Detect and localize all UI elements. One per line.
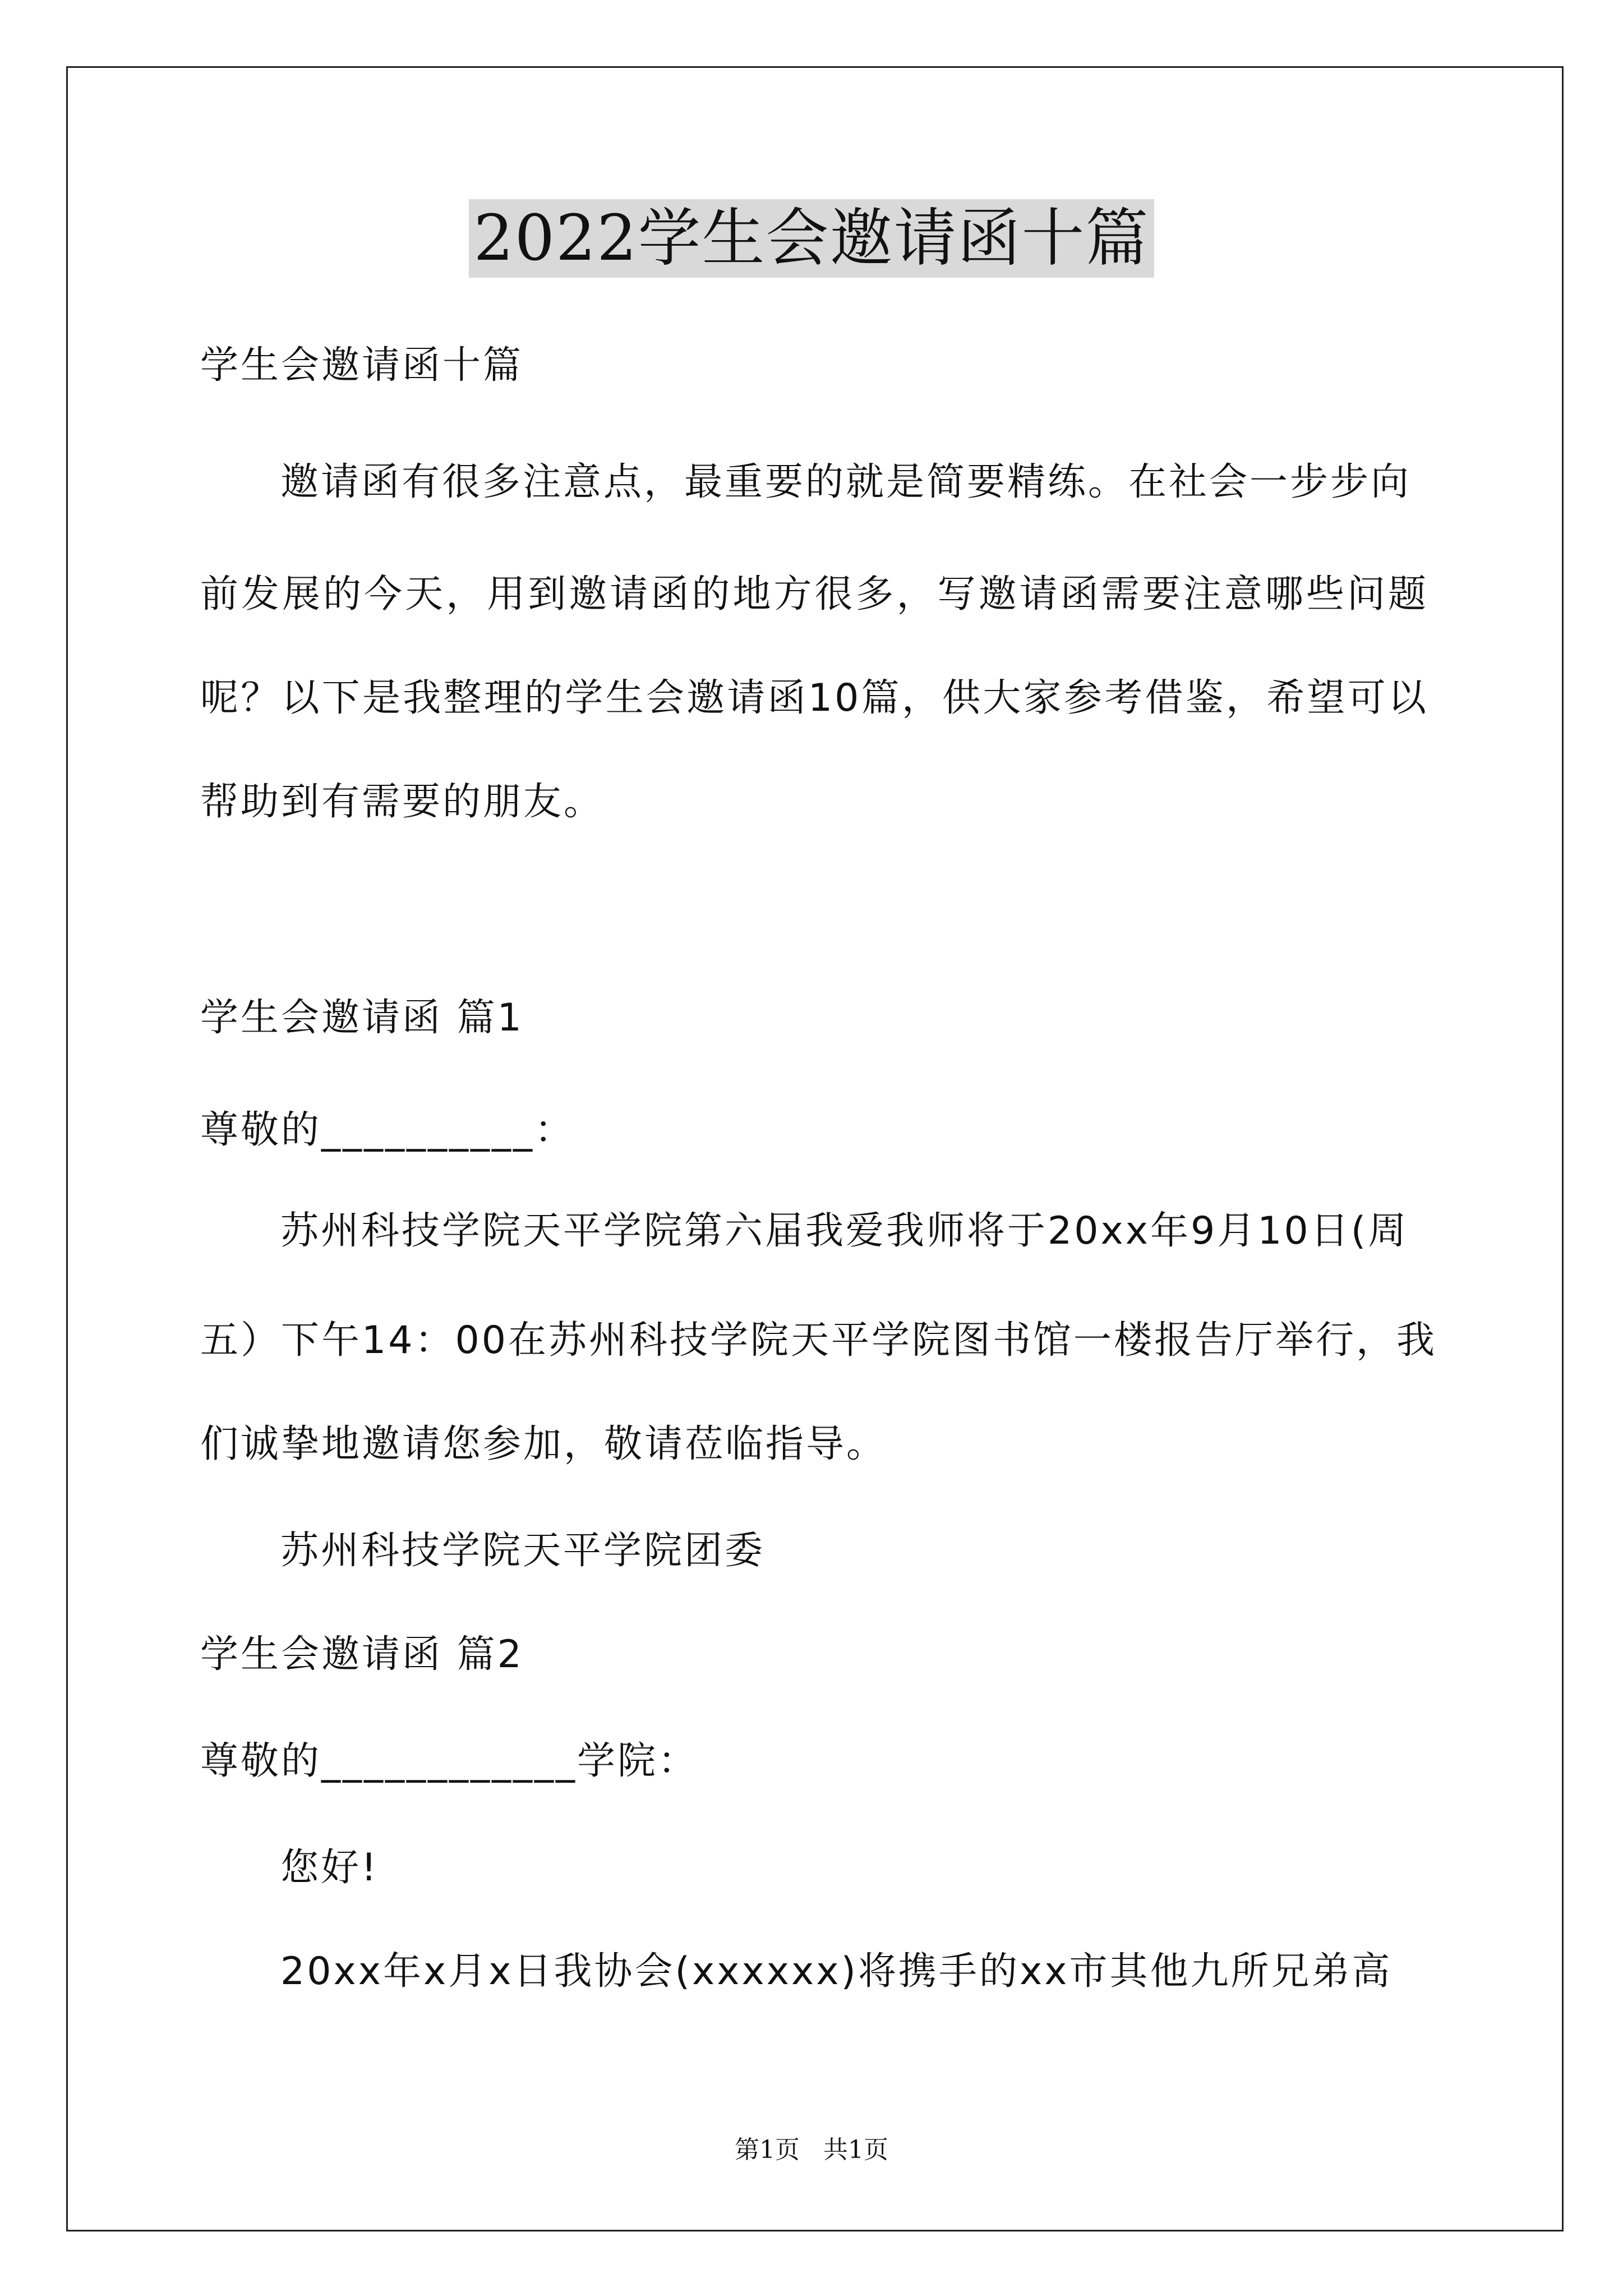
intro-paragraph-line-4: 帮助到有需要的朋友。 <box>200 780 605 824</box>
section1-signature: 苏州科技学院天平学院团委 <box>280 1529 766 1573</box>
section-heading-2: 学生会邀请函 篇2 <box>200 1632 524 1677</box>
intro-paragraph-line-3: 呢？以下是我整理的学生会邀请函10篇，供大家参考借鉴，希望可以 <box>200 676 1428 720</box>
intro-paragraph-line-1: 邀请函有很多注意点，最重要的就是简要精练。在社会一步步向 <box>280 460 1412 504</box>
section1-paragraph-line-3: 们诚挚地邀请您参加，敬请莅临指导。 <box>200 1422 887 1466</box>
section2-paragraph-line-1: 20xx年x月x日我协会(xxxxxx)将携手的xx市其他九所兄弟高 <box>280 1949 1393 1994</box>
salutation-2: 尊敬的____________学院： <box>200 1739 699 1783</box>
subtitle-line: 学生会邀请函十篇 <box>200 343 524 388</box>
section-heading-1: 学生会邀请函 篇1 <box>200 996 524 1040</box>
salutation-1: 尊敬的__________： <box>200 1108 575 1152</box>
page-number-label: 第1页 <box>735 2136 800 2164</box>
section1-paragraph-line-1: 苏州科技学院天平学院第六届我爱我师将于20xx年9月10日(周 <box>280 1209 1409 1253</box>
greeting-2: 您好! <box>280 1846 379 1890</box>
document-title-container <box>0 199 1623 278</box>
page-footer <box>0 2134 1623 2166</box>
page-total-label: 共1页 <box>823 2136 888 2164</box>
intro-paragraph-line-2: 前发展的今天，用到邀请函的地方很多，写邀请函需要注意哪些问题 <box>200 572 1428 616</box>
section1-paragraph-line-2: 五）下午14：00在苏州科技学院天平学院图书馆一楼报告厅举行，我 <box>200 1318 1437 1363</box>
document-title: 2022学生会邀请函十篇 <box>469 199 1154 278</box>
